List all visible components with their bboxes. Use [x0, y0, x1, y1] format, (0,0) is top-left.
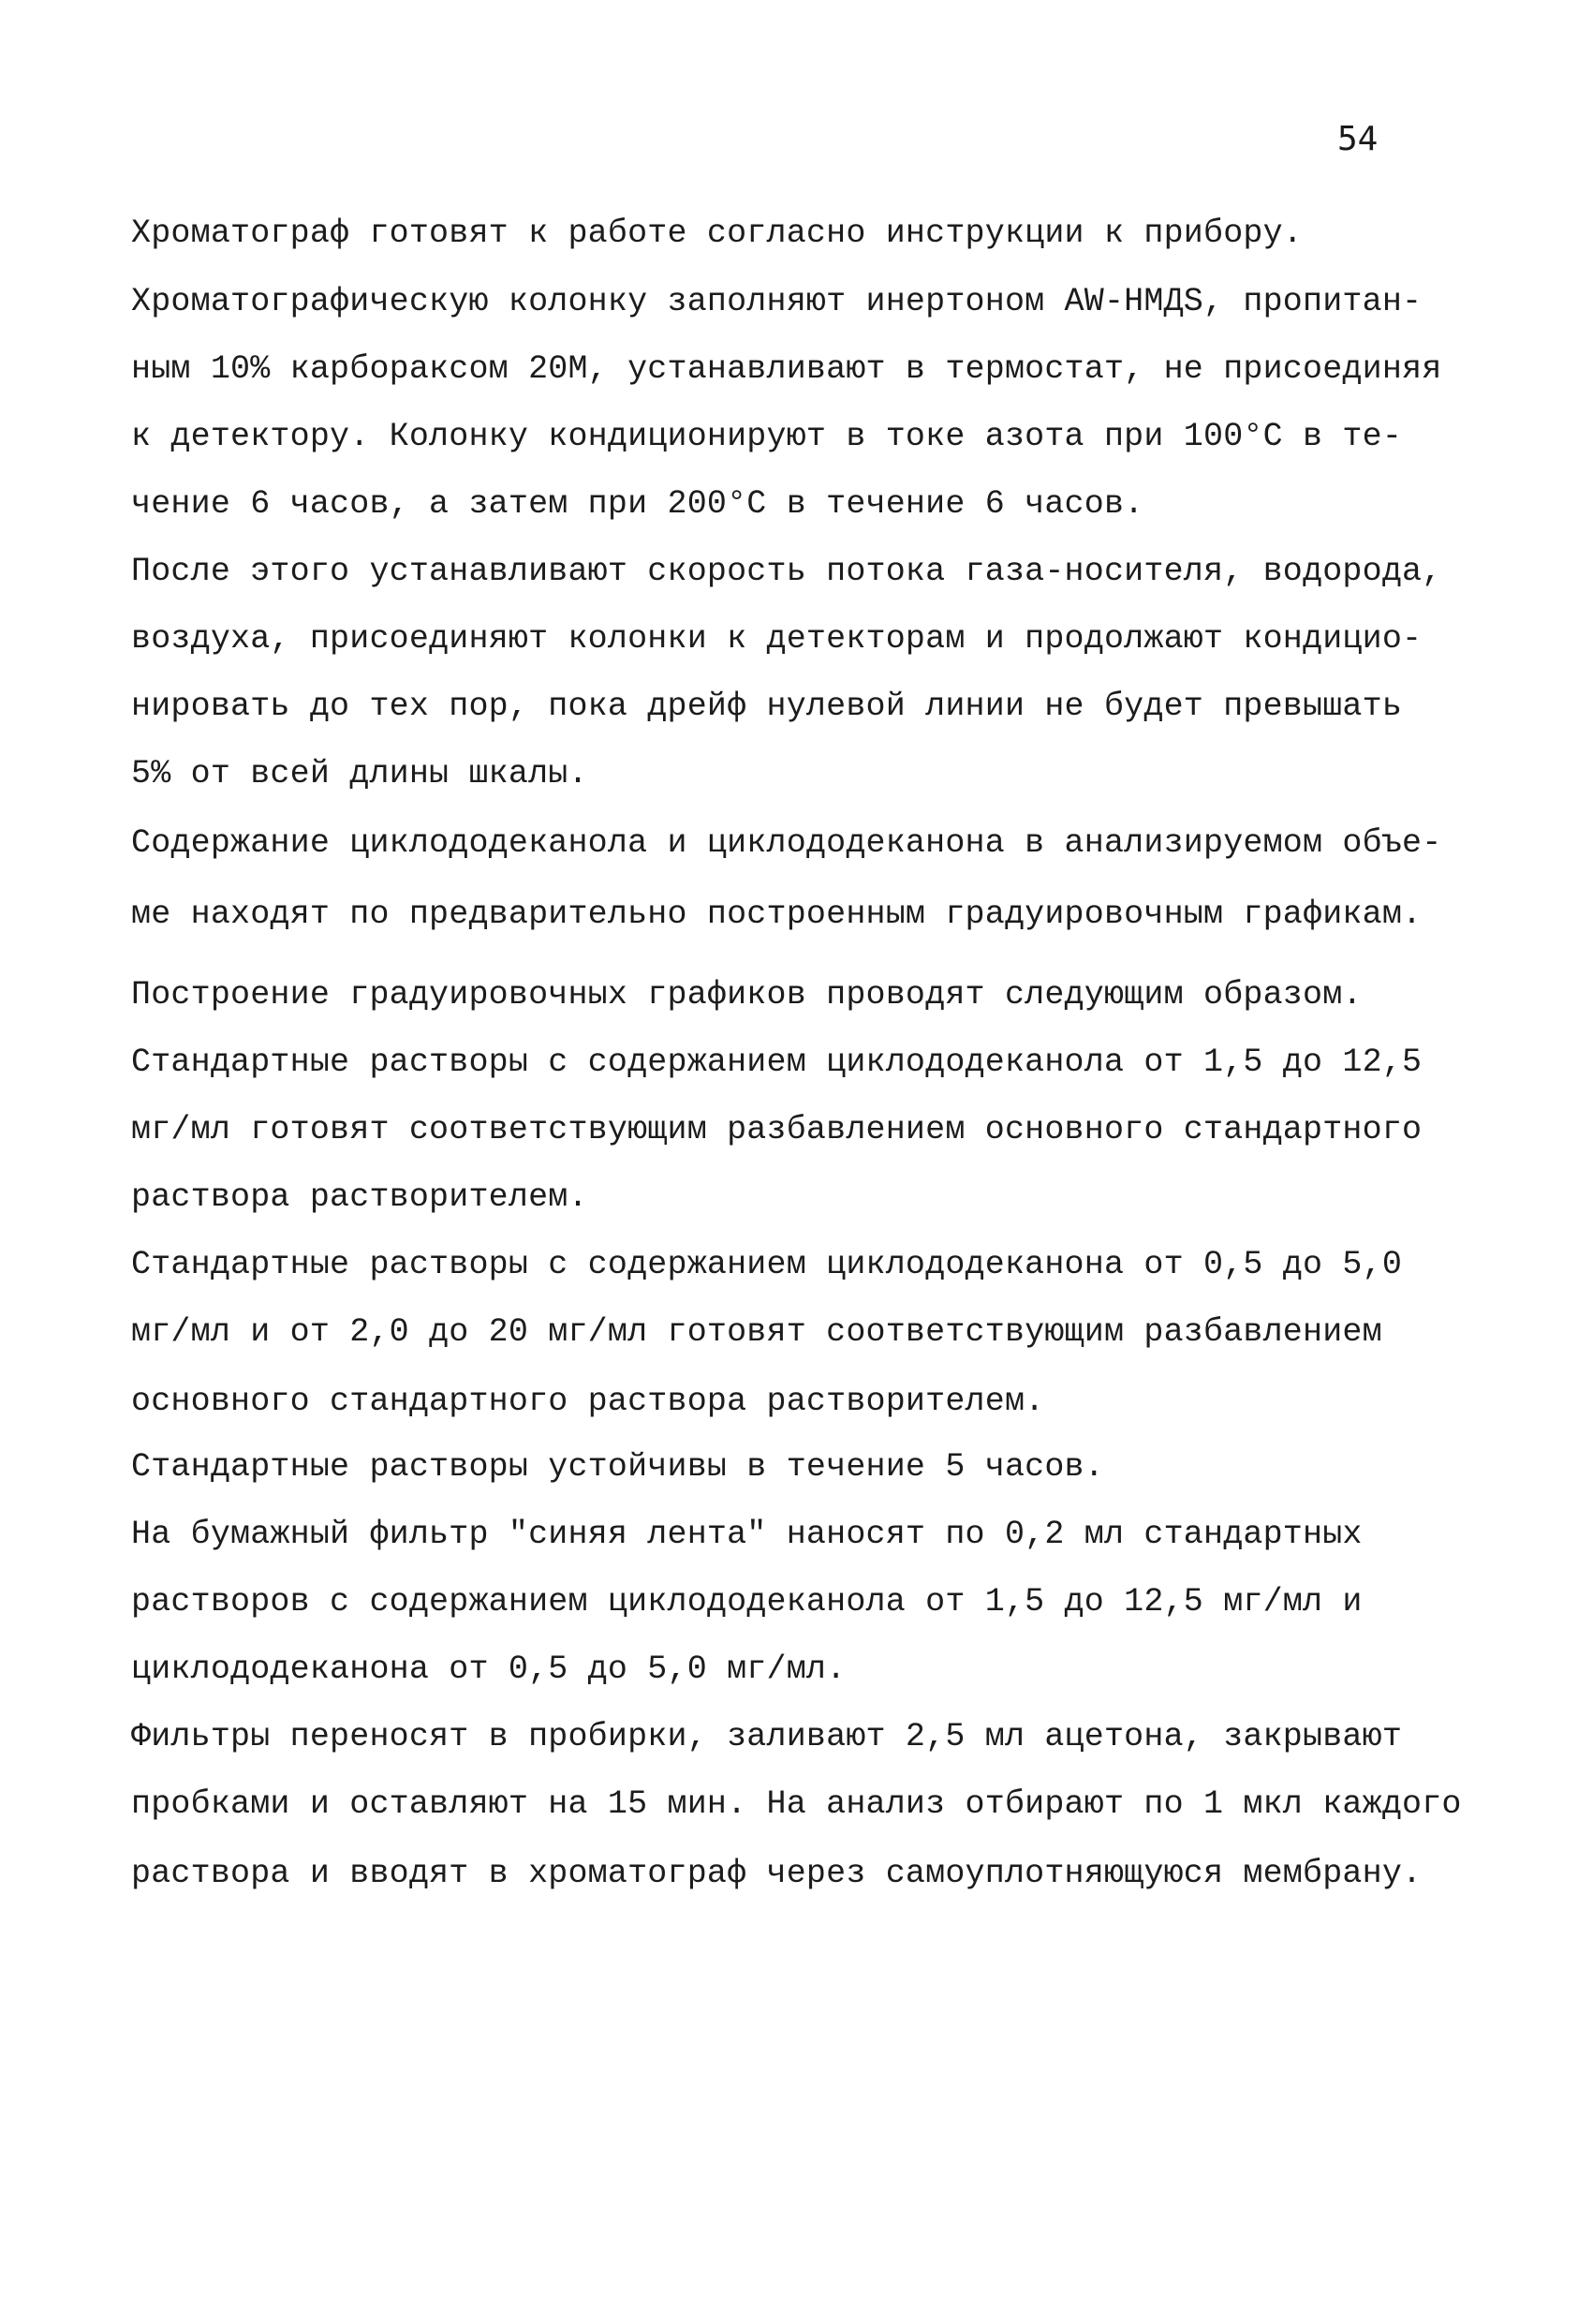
text-line: ным 10% карбораксом 20М, устанавливают в термостат, не присоединяя	[131, 350, 1442, 388]
text-line: После этого устанавливают скорость потока газа-носителя, водорода,	[131, 553, 1442, 590]
text-line: циклододеканона от 0,5 до 5,0 мг/мл.	[131, 1650, 847, 1688]
text-line: Стандартные растворы с содержанием циклододеканола от 1,5 до 12,5	[131, 1044, 1423, 1081]
text-line: Фильтры переносят в пробирки, заливают 2,5 мл ацетона, закрывают	[131, 1718, 1403, 1755]
text-line: нировать до тех пор, пока дрейф нулевой линии не будет превышать	[131, 688, 1403, 725]
text-line: На бумажный фильтр "синяя лента" наносят по 0,2 мл стандартных	[131, 1516, 1363, 1553]
text-line: пробками и оставляют на 15 мин. На анализ отбирают по 1 мкл каждого	[131, 1785, 1462, 1823]
page-number: 54	[1337, 120, 1379, 158]
text-line: Хроматографическую колонку заполняют инертоном AW-HMДS, пропитан-	[131, 283, 1423, 320]
text-line: воздуха, присоединяют колонки к детекторам и продолжают кондицио-	[131, 620, 1423, 658]
text-line: основного стандартного раствора растворителем.	[131, 1383, 1045, 1420]
text-line: Хроматограф готовят к работе согласно инструкции к прибору.	[131, 215, 1304, 252]
text-line: ме находят по предварительно построенным градуировочным графикам.	[131, 896, 1423, 933]
text-line: раствора растворителем.	[131, 1178, 588, 1216]
text-line: Стандартные растворы устойчивы в течение 5 часов.	[131, 1448, 1104, 1486]
text-line: раствора и вводят в хроматограф через самоуплотняющуюся мембрану.	[131, 1855, 1423, 1892]
text-line: к детектору. Колонку кондиционируют в токе азота при 100°С в те-	[131, 418, 1403, 455]
text-line: чение 6 часов, а затем при 200°С в течение 6 часов.	[131, 485, 1144, 523]
text-line: 5% от всей длины шкалы.	[131, 755, 588, 792]
text-line: растворов с содержанием циклододеканола от 1,5 до 12,5 мг/мл и	[131, 1583, 1363, 1621]
text-line: Построение градуировочных графиков проводят следующим образом.	[131, 976, 1363, 1014]
text-line: мг/мл и от 2,0 до 20 мг/мл готовят соответствующим разбавлением	[131, 1313, 1382, 1351]
text-line: Стандартные растворы с содержанием циклододеканона от 0,5 до 5,0	[131, 1246, 1403, 1283]
text-line: Содержание циклододеканола и циклододеканона в анализируемом объе-	[131, 824, 1442, 862]
text-line: мг/мл готовят соответствующим разбавлением основного стандартного	[131, 1111, 1423, 1148]
